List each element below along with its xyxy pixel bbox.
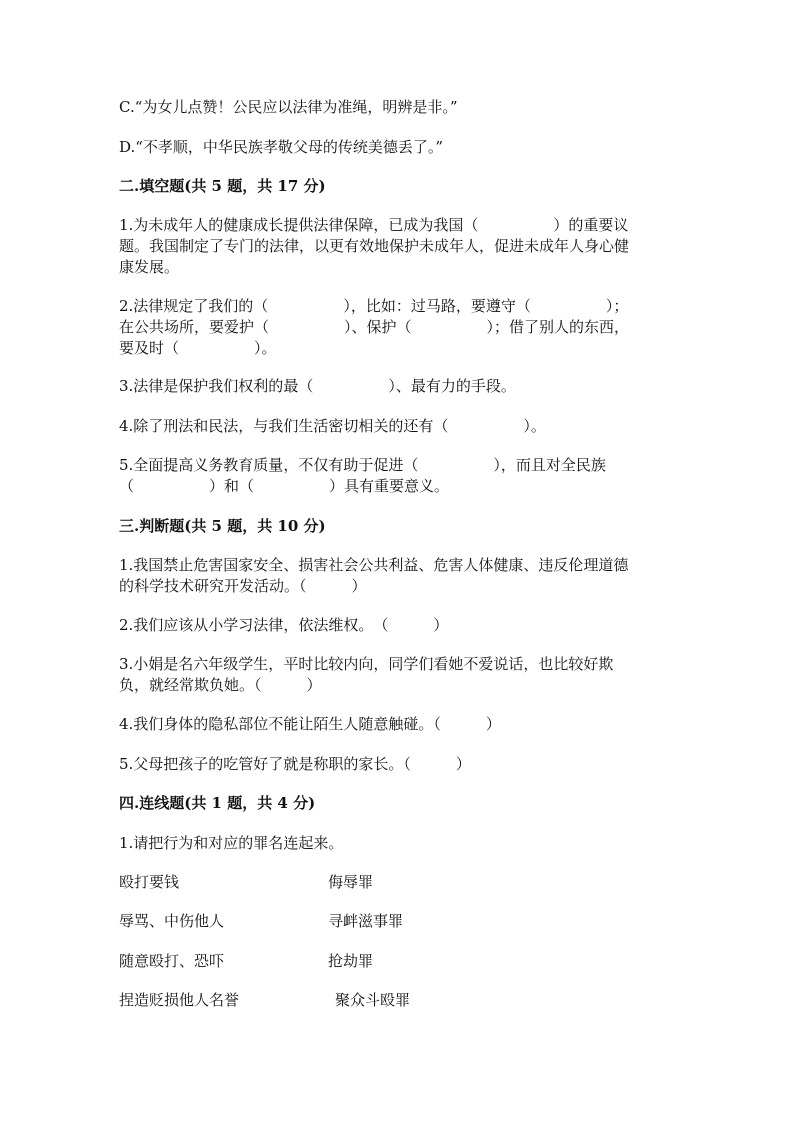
matching-question-1: 1.请把行为和对应的罪名连起来。: [119, 834, 344, 852]
judge-question-1: [119, 555, 679, 597]
judge-question-3-line: 3.小娟是名六年级学生，平时比较内向，同学们看她不爱说话，也比较好欺: [119, 655, 614, 673]
option-d: D.“不孝顺，中华民族孝敬父母的传统美德丢了。”: [119, 138, 444, 156]
matching-crime-item: 侮辱罪: [328, 873, 374, 891]
matching-crime-item: 抢劫罪: [328, 952, 374, 970]
section-heading-matching: 四.连线题(共 1 题，共 4 分): [119, 794, 316, 812]
fill-question-5: [119, 455, 679, 497]
fill-question-2: [119, 296, 679, 359]
matching-behavior-item: 随意殴打、恐吓: [119, 952, 225, 970]
matching-crime-item: 聚众斗殴罪: [335, 991, 411, 1009]
fill-question-1: [119, 215, 679, 278]
judge-question-2: 2.我们应该从小学习法律，依法维权。 （ ）: [119, 616, 449, 634]
judge-question-3: [119, 654, 679, 696]
fill-question-3: 3.法律是保护我们权利的最（ ）、最有力的手段。: [119, 377, 516, 395]
section-heading-fill-blank: 二.填空题(共 5 题，共 17 分): [119, 177, 326, 195]
fill-question-5-line: （ ）和（ ）具有重要意义。: [119, 477, 450, 495]
judge-question-1-line: 1.我国禁止危害国家安全、损害社会公共利益、危害人体健康、违反伦理道德: [119, 556, 629, 574]
fill-question-4: 4.除了刑法和民法，与我们生活密切相关的还有（ ）。: [119, 417, 546, 435]
section-heading-true-false: 三.判断题(共 5 题，共 10 分): [119, 517, 326, 535]
fill-question-2-line: 2.法律规定了我们的（ ），比如：过马路，要遵守（ ）；: [119, 297, 629, 315]
fill-question-2-line: 要及时（ ）。: [119, 339, 277, 357]
judge-question-1-line: 的科学技术研究开发活动。（ ）: [119, 577, 367, 595]
fill-question-1-line: 题。我国制定了专门的法律，以更有效地保护未成年人，促进未成年人身心健: [119, 237, 630, 255]
matching-crime-item: 寻衅滋事罪: [328, 912, 404, 930]
fill-question-2-line: 在公共场所，要爱护（ ）、保护（ ）；借了别人的东西，: [119, 318, 630, 336]
fill-question-1-line: 康发展。: [119, 258, 180, 276]
judge-question-3-line: 负，就经常欺负她。（ ）: [119, 676, 322, 694]
fill-question-5-line: 5.全面提高义务教育质量，不仅有助于促进（ ），而且对全民族: [119, 456, 606, 474]
judge-question-4: 4.我们身体的隐私部位不能让陌生人随意触碰。（ ）: [119, 715, 501, 733]
matching-behavior-item: 辱骂、中伤他人: [119, 912, 225, 930]
matching-behavior-item: 捏造贬损他人名誉: [119, 991, 240, 1009]
option-c: C.“为女儿点赞！公民应以法律为准绳，明辨是非。”: [119, 98, 458, 116]
matching-behavior-item: 殴打要钱: [119, 873, 180, 891]
fill-question-1-line: 1.为未成年人的健康成长提供法律保障，已成为我国（ ）的重要议: [119, 216, 629, 234]
judge-question-5: 5.父母把孩子的吃管好了就是称职的家长。（ ）: [119, 755, 471, 773]
